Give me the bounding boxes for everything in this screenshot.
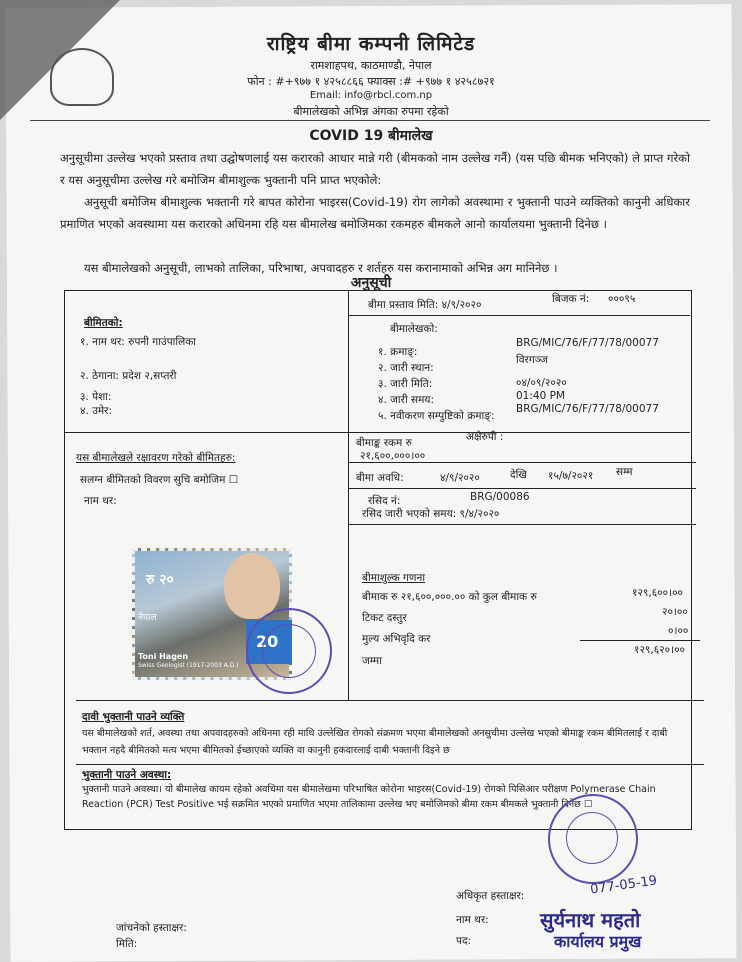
payment-condition-heading: भुक्तानी पाउने अवस्था:: [82, 769, 172, 781]
receipt-number-label: रसिद नं:: [368, 495, 401, 507]
premium-row-value: ०।००: [668, 625, 689, 637]
company-contact: फोन : #+९७७ १ ४२५८८६६ फ्याक्स :# +९७७ १ ४२५८७२१: [247, 75, 495, 88]
schedule-title: अनुसूची: [350, 275, 392, 291]
protected-attached: सलग्न बीमितको विवरण सुचि बमोजिम ☐: [80, 474, 239, 486]
premium-row-label: बीमाक रु २१,६००,०००.०० को कुल बीमाक रु: [362, 591, 537, 603]
paragraph-1: अनुसूचीमा उल्लेख भएको प्रस्ताव तथा उद्घोषणलाई यस करारको आधार मान्ने गरी (बीमकको नाम उल्लेख गर्नै) (यस पछि बीमक भनिएको) ले प्राप्त गरेको र यस अनुसूचीमा उल्लेख गरे बमोजिम बीमाशुल्क भुक्तानी पनि प्राप्त भएकोले:: [60, 151, 690, 187]
premium-total-label: जम्मा: [362, 655, 382, 667]
portrait-figure: [224, 553, 280, 619]
insured-occupation: ३. पेशा:: [80, 391, 112, 403]
protected-heading: यस बीमालेखले रक्षावरण गरेको बीमितहरु:: [76, 452, 236, 464]
policy-heading: बीमालेखको:: [390, 323, 438, 335]
sum-insured-label: बीमाङ्क रकम रु: [356, 437, 412, 449]
policy-time: 01:40 PM: [516, 390, 565, 402]
policy-label-date: ३. जारी मिति:: [378, 378, 433, 390]
proposal-date: बीमा प्रस्ताव मिति: ४/९/२०२०: [368, 299, 482, 311]
sum-insured-words-label: अक्षेरुपी :: [466, 431, 504, 443]
company-address: रामशाहपथ, काठमाण्डौ, नेपाल: [310, 59, 432, 72]
header-divider: [30, 120, 710, 121]
office-seal-icon: [246, 608, 332, 694]
signatory-post: कार्यालय प्रमुख: [554, 932, 642, 951]
policy-label-number: १. क्रमाङ्:: [378, 346, 418, 358]
signatory-post-label: पद:: [456, 935, 472, 947]
row-divider: [64, 432, 690, 433]
period-to-label: देखि: [510, 469, 527, 481]
invoice-number: ०००९५: [608, 293, 636, 305]
policy-label-place: २. जारी स्थान:: [378, 362, 434, 374]
receipt-number: BRG/00086: [470, 491, 530, 503]
policy-number: BRG/MIC/76/F/77/78/00077: [516, 337, 659, 349]
stamp-country: नेपाल: [138, 613, 157, 623]
stamp-value: रु २०: [146, 572, 174, 588]
policy-label-renewal: ५. नवीकरण सम्पुष्टिको क्रमाङ्:: [378, 410, 495, 422]
premium-row-label: मुल्य अभिवृदि कर: [362, 633, 431, 645]
protected-name: नाम थर:: [84, 495, 117, 507]
payment-condition-text: भुक्तानी पाउने अवस्था। यो बीमालेख कायम रहेको अवधिमा यस बीमालेखमा परिभाषित कोरोना भाइरस(Covid-19) रोगको पिसिआर परीक्षण Polymerase Chain Reaction (PCR) Test Positive भई सक्रमित भएको प्रमाणित भएमा तालिकामा उल्लेख भए बमोजिमको बीमा रकम बीमकले भुक्तानी दिनेछ ☐: [82, 784, 656, 810]
signatory-name: सुर्यनाथ महतो: [540, 908, 641, 932]
claim-person-heading: दावी भुक्तानी पाउने व्यक्ति: [82, 711, 185, 723]
policy-label-time: ४. जारी समय:: [378, 394, 435, 406]
company-name: राष्ट्रिय बीमा कम्पनी लिमिटेड: [266, 33, 476, 55]
invoice-label: बिजक नं:: [552, 293, 590, 305]
premium-heading: बीमाशुल्क गणना: [362, 572, 426, 584]
office-seal-icon: [548, 794, 638, 884]
paragraph-2: अनुसूची बमोजिम बीमाशुल्क भक्तानी गरे बापत कोरोना भाइरस(Covid-19) रोग लागेको अवस्थामा र भुक्तानी पाउने व्यक्तिको कानुनी अधिकार प्रमाणित भएको अवस्थामा यस करारको अधिनमा रहि यस बीमालेख बमोजिमका रकमहरु बीमकले आनो कार्यालयमा भुक्तानी दिनेछ ।: [60, 195, 690, 231]
row-divider: [348, 315, 690, 316]
policy-renewal-number: BRG/MIC/76/F/77/78/00077: [516, 403, 659, 415]
period-to: १५/७/२०२१: [548, 470, 594, 482]
header-note: बीमालेखको अभिन्न अंगका रुपमा रहेको: [293, 105, 449, 118]
stamp-caption: Toni Hagen: [138, 652, 189, 661]
receipt-time: रसिद जारी भएको समय: ९/४/२०२०: [362, 508, 500, 520]
premium-row-label: टिकट दस्तुर: [362, 612, 407, 624]
period-from: ४/९/२०२०: [440, 472, 480, 484]
row-divider: [348, 524, 696, 525]
period-end-label: सम्म: [616, 466, 633, 478]
row-divider: [348, 488, 696, 489]
premium-row-value: २०।००: [662, 606, 688, 618]
row-divider: [76, 764, 704, 765]
period-label: बीमा अवधि:: [356, 472, 404, 484]
premium-total-value: १२९,६२०।००: [634, 644, 685, 656]
paragraph-3: यस बीमालेखको अनुसूची, लाभको तालिका, परिभाषा, अपवादहरु र शर्तहरु यस करानामाको अभिन्न अग मानिनेछ ।: [84, 261, 558, 275]
insured-heading: बीमितको:: [84, 317, 123, 329]
stamp-caption2: Swiss Geologist (1917-2003 A.D.): [138, 662, 239, 669]
claim-person-text: यस बीमालेखको शर्त, अवस्था तथा अपवादहरुको अधिनमा रही माथि उल्लेखित रोगको संक्रमण भएमा बीमालेखको अनसुचीमा उल्लेख भएको बीमाङ्क रकम बीमितलाई र दाबी भक्तान नहदै बीमितको मत्य भएमा बीमितको ईच्छाएको व्यक्ति वा कानुनी हकदारलाई दाबी भक्तानी दिइने छ: [82, 728, 668, 756]
checker-signature-label: जांचनेको हस्ताक्षर:: [116, 922, 187, 934]
insured-address: २. ठेगाना: प्रदेश २,सप्तरी: [80, 370, 177, 382]
document-title: COVID 19 बीमालेख: [309, 128, 433, 144]
signature-date: 077-05-19: [589, 873, 658, 898]
insured-name: १. नाम थर: रुपनी गाउंपालिका: [80, 336, 196, 348]
total-rule: [580, 640, 700, 641]
sum-insured-value: २१,६००,०००।००: [360, 450, 426, 462]
policy-place: विरगञ्ज: [516, 354, 548, 366]
row-divider: [76, 700, 704, 701]
authorized-signature-label: अधिकृत हस्ताक्षर:: [456, 890, 525, 902]
signatory-name-label: नाम थर:: [456, 914, 489, 926]
company-email: Email: info@rbcl.com.np: [309, 90, 433, 101]
insured-age: ४. उमेर:: [80, 405, 113, 417]
stamp-badge-value: 20: [256, 632, 279, 651]
checker-date-label: मिति:: [116, 938, 138, 950]
column-divider: [348, 290, 349, 700]
policy-date: ०४/०९/२०२०: [516, 377, 567, 389]
premium-row-value: १२९,६००।००: [632, 587, 683, 599]
